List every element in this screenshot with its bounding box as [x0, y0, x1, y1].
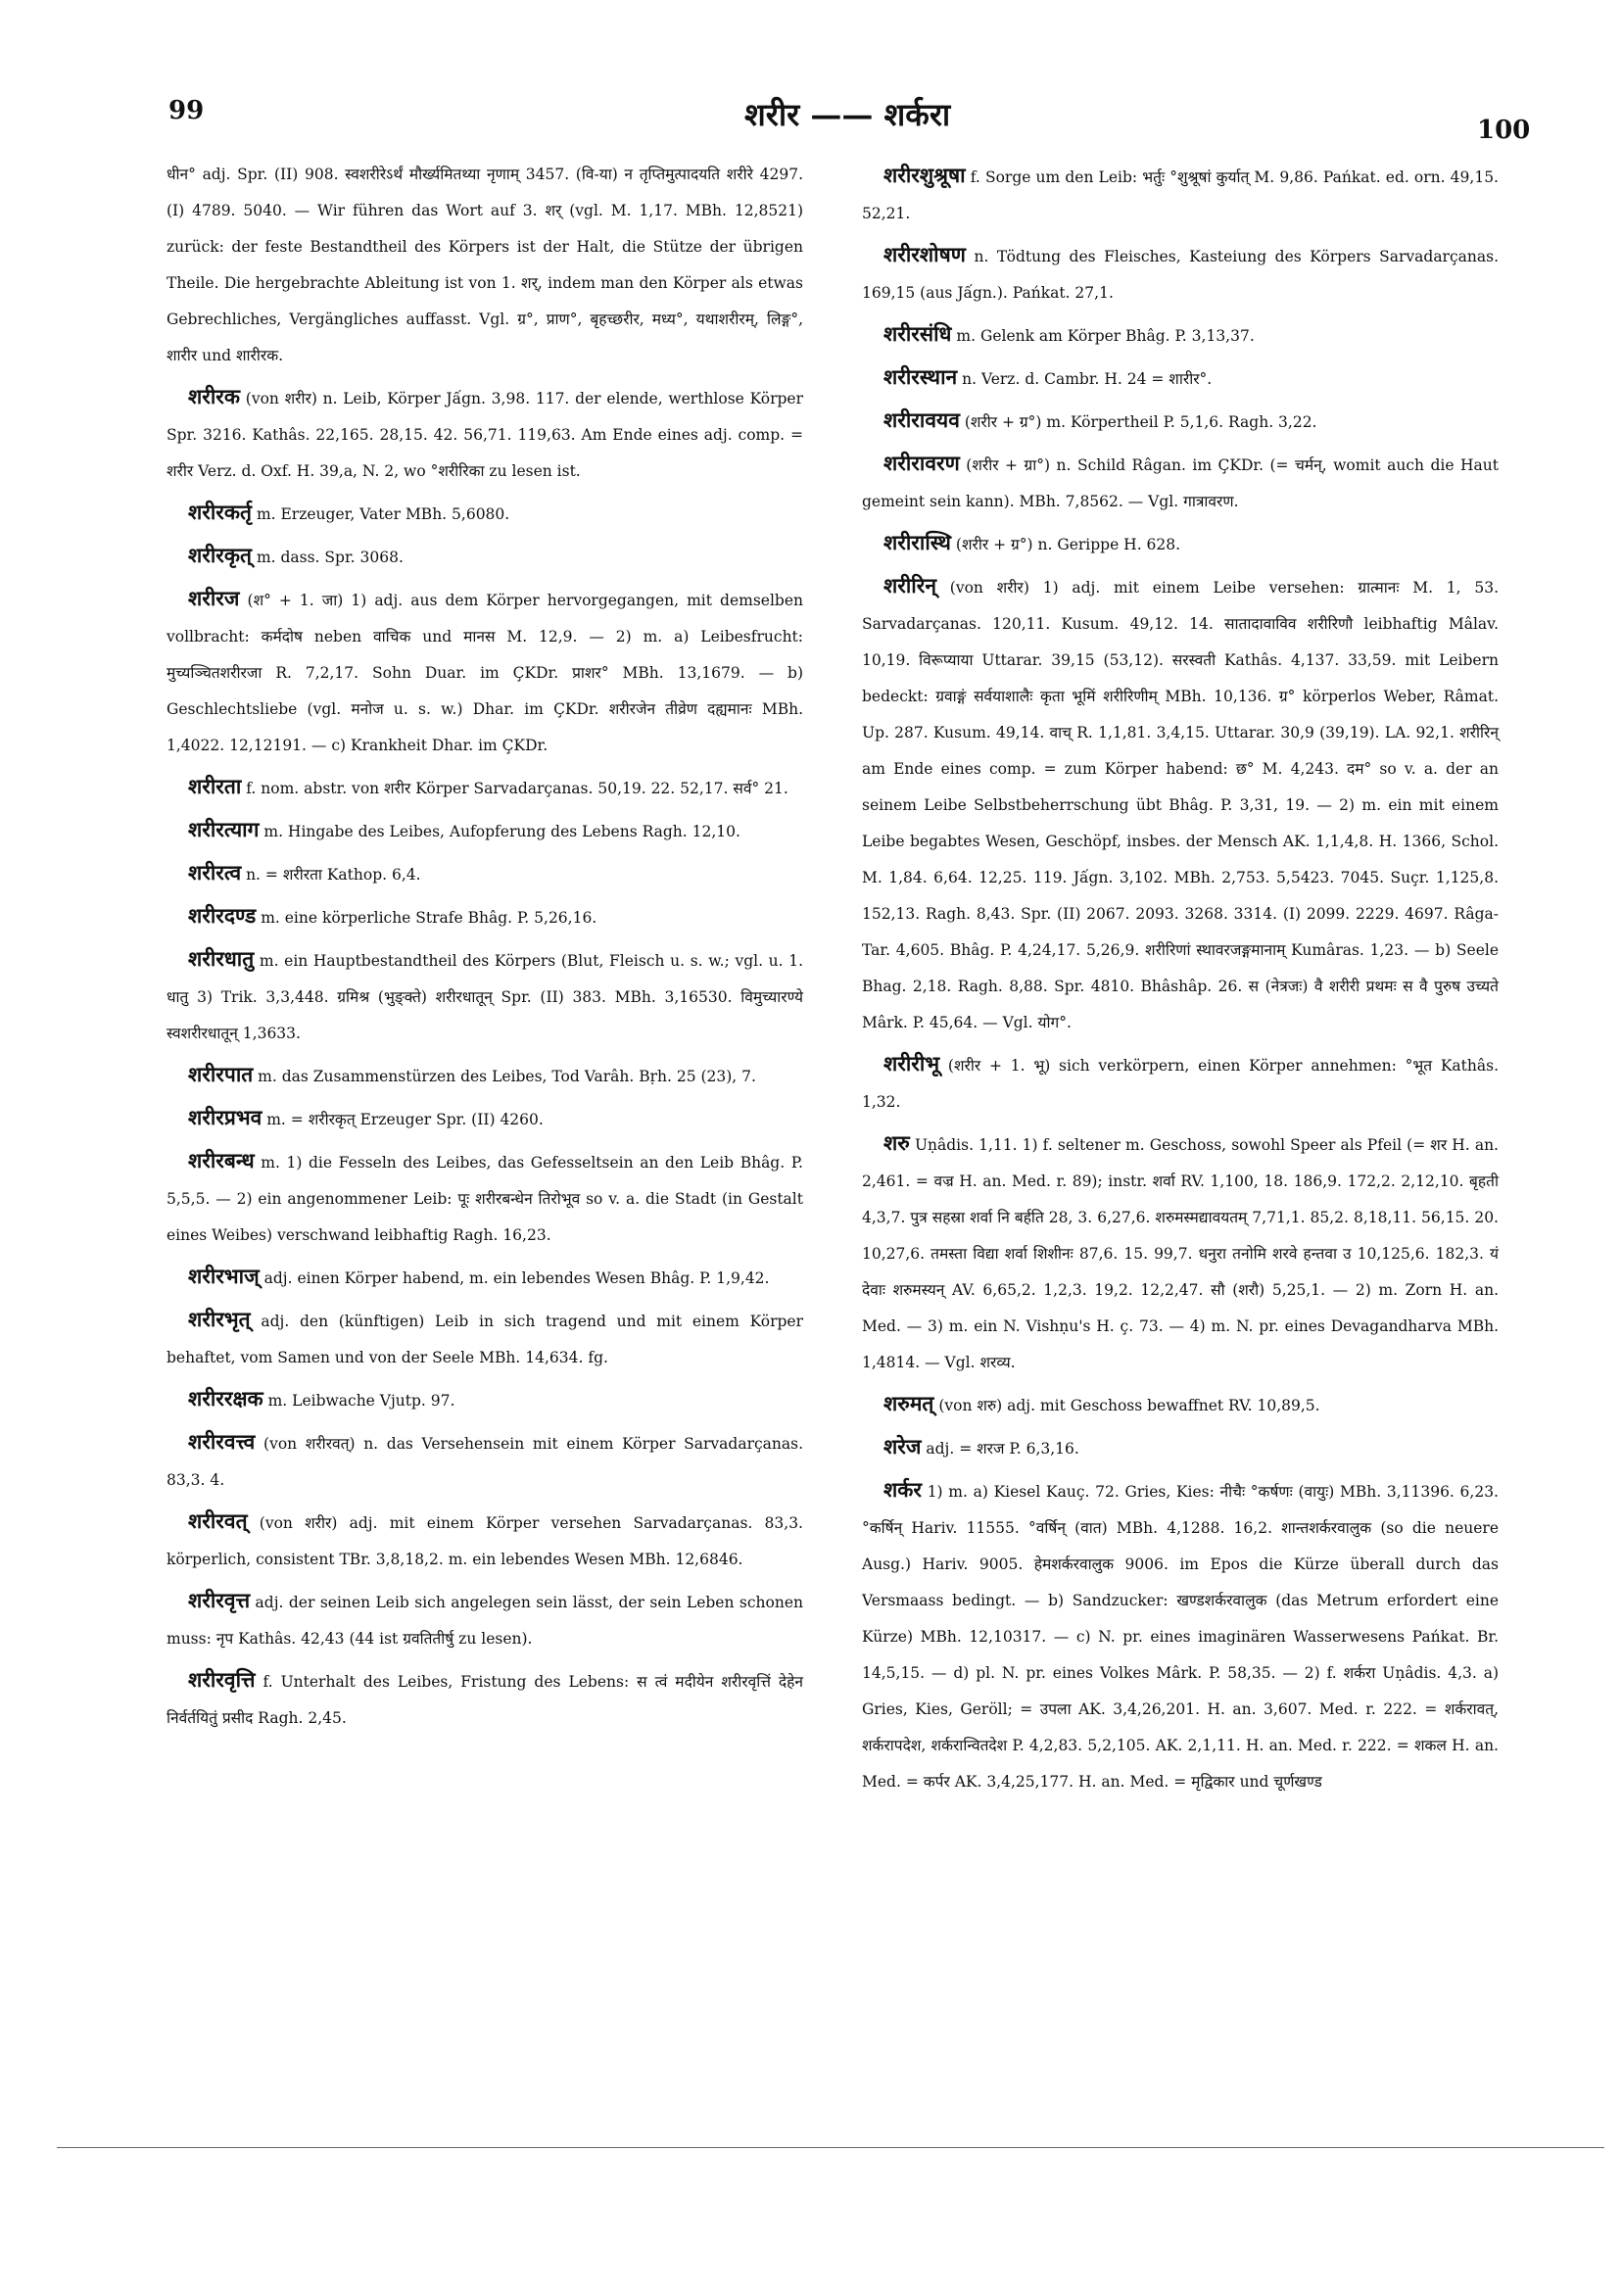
entry-headword: शरीरशुश्रूषा	[883, 163, 966, 187]
entry-text: m. = शरीरकृत् Erzeuger Spr. (II) 4260.	[266, 1111, 544, 1128]
entry-text: m. Hingabe des Leibes, Aufopferung des Lebens Ragh. 12,10.	[263, 823, 740, 840]
dictionary-entry	[167, 580, 803, 764]
entry-text: m. dass. Spr. 3068.	[256, 549, 404, 566]
entry-headword: शरीरकर्तृ	[188, 500, 252, 524]
dictionary-entry	[862, 524, 1499, 563]
dictionary-entry	[167, 897, 803, 936]
right-column	[862, 157, 1499, 1804]
dictionary-entry	[862, 1124, 1499, 1381]
entry-text: (शरीर + ग्र°) m. Körpertheil P. 5,1,6. Ragh. 3,22.	[964, 413, 1317, 431]
dictionary-entry	[862, 1045, 1499, 1121]
entry-text: m. ein Hauptbestandtheil des Körpers (Blut, Fleisch u. s. w.; vgl. u. 1. धातु 3) Trik. 3,3,448. ग्रमिश्र (भुङ्क्ते) शरीरधातून् Spr. (II) 383. MBh. 3,16530. विमुच्यारण्ये स्वशरीरधातून् 1,3633.	[167, 952, 803, 1042]
dictionary-entry	[167, 1423, 803, 1499]
entry-headword: शरीरीभू	[883, 1051, 940, 1076]
entry-text: (शरीर + ग्र°) n. Gerippe H. 628.	[955, 536, 1181, 553]
dictionary-entry	[167, 1582, 803, 1657]
entry-headword: शरीरसंधि	[883, 321, 952, 346]
entry-text: m. Leibwache Vjutp. 97.	[267, 1392, 455, 1410]
entry-headword: शरीरावरण	[883, 451, 960, 475]
entry-text: धीन° adj. Spr. (II) 908. स्वशरीरेऽर्थं मौर्ख्यमितथ्या नृणाम् 3457. (वि-या) न तृप्तिमुत्पादयति शरीरे 4297. (I) 4789. 5040. — Wir führen das Wort auf 3. शर् (vgl. M. 1,17. MBh. 12,8521) zurück: der feste Bestandtheil des Körpers ist der Halt, die Stütze der übrigen Theile. Die hergebrachte Ableitung ist von 1. शर्, indem man den Körper als etwas Gebrechliches, Vergängliches auffasst. Vgl. ग्र°, प्राण°, बृहच्छरीर, मध्य°, यथाशरीरम्, लिङ्ग°, शारीर und शारीरक.	[167, 166, 803, 364]
dictionary-entry	[167, 1258, 803, 1297]
left-column	[167, 157, 803, 1741]
dictionary-entry	[862, 236, 1499, 311]
dictionary-entry	[862, 315, 1499, 355]
dictionary-entry	[862, 157, 1499, 232]
entry-text: n. Verz. d. Cambr. H. 24 = शारीर°.	[962, 370, 1213, 388]
entry-text: adj. = शरज P. 6,3,16.	[926, 1440, 1079, 1458]
entry-headword: शरीरपात	[188, 1062, 254, 1086]
entry-text: 1) m. a) Kiesel Kauç. 72. Gries, Kies: नीचैः °कर्षणः (वायुः) MBh. 3,11396. 6,23. °कर्षिन् Hariv. 11555. °वर्षिन् (वात) MBh. 4,1288. 16,2. शान्तशर्करवालुक (so die neuere Ausg.) Hariv. 9005. हेमशर्करवालुक 9006. im Epos die Kürze überall durch das Versmaass bedingt. — b) Sandzucker: खण्डशर्करवालुक (das Metrum erfordert eine Kürze) MBh. 12,10317. — c) N. pr. eines imaginären Wasserwesens Pańkat. Br. 14,5,15. — d) pl. N. pr. eines Volkes Mârk. P. 58,35. — 2) f. शर्करा Uṇâdis. 4,3. a) Gries, Kies, Geröll; = उपला AK. 3,4,26,201. H. an. 3,607. Med. r. 222. = शर्करावत्, शर्करापदेश, शर्करान्वितदेश P. 4,2,83. 5,2,105. AK. 2,1,11. H. an. Med. r. 222. = शकल H. an. Med. = कर्पर AK. 3,4,25,177. H. an. Med. = मृद्विकार und चूर्णखण्ड	[862, 1483, 1499, 1791]
dictionary-entry	[167, 1301, 803, 1376]
entry-headword: शरीरवत्त्व	[188, 1429, 256, 1454]
entry-text: (von शरीर) 1) adj. mit einem Leibe versehen: ग्रात्मानः M. 1, 53. Sarvadarçanas. 120,11. Kusum. 49,12. 14. सातादावाविव शरीरिणौ leibhaftig Mâlav. 10,19. विरूप्याया Uttarar. 39,15 (53,12). सरस्वती Kathâs. 4,137. 33,59. mit Leibern bedeckt: ग्रवाङ्गं सर्वयाशालैः कृता भूमिं शरीरिणीम् MBh. 10,136. ग्र° körperlos Weber, Râmat. Up. 287. Kusum. 49,14. वाच् R. 1,1,81. 3,4,15. Uttarar. 30,9 (39,19). LA. 92,1. शरीरिन् am Ende eines comp. = zum Körper habend: छ° M. 4,243. दम° so v. a. der an seinem Leibe Selbstbeherrschung übt Bhâg. P. 3,31, 19. — 2) m. ein mit einem Leibe begabtes Wesen, Geschöpf, insbes. der Mensch AK. 1,1,4,8. H. 1366, Schol. M. 1,84. 6,64. 12,25. 119. Jấgn. 3,102. MBh. 2,753. 5,5423. 7045. Suçr. 1,125,8. 152,13. Ragh. 8,43. Spr. (II) 2067. 2093. 3268. 3314. (I) 2099. 2229. 4697. Râga-Tar. 4,605. Bhâg. P. 4,24,17. 5,26,9. शरीरिणां स्थावरजङ्गमानाम् Kumâras. 1,23. — b) Seele Bhag. 2,18. Ragh. 8,88. Spr. 4810. Bhâshâp. 26. स (नेत्रजः) वै शरीरी प्रथमः स वै पुरुष उच्यते Mârk. P. 45,64. — Vgl. योग°.	[862, 579, 1499, 1031]
dictionary-entry	[862, 445, 1499, 520]
entry-text: m. Erzeuger, Vater MBh. 5,6080.	[256, 505, 510, 523]
entry-text: (von शरु) adj. mit Geschoss bewaffnet RV. 10,89,5.	[938, 1397, 1320, 1414]
entry-headword: शरीरभृत्	[188, 1307, 251, 1331]
dictionary-entry	[862, 1428, 1499, 1467]
entry-headword: शरीरत्व	[188, 860, 242, 885]
entry-text: (श° + 1. जा) 1) adj. aus dem Körper hervorgegangen, mit demselben vollbracht: कर्मदोष neben वाचिक und मानस M. 12,9. — 2) m. a) Leibesfrucht: मुच्यञ्चितशरीरजा R. 7,2,17. Sohn Duar. im ÇKDr. प्राशर° MBh. 13,1679. — b) Geschlechtsliebe (vgl. मनोज u. s. w.) Dhar. im ÇKDr. शरीरजेन तीव्रेण दह्यमानः MBh. 1,4022. 12,12191. — c) Krankheit Dhar. im ÇKDr.	[167, 592, 803, 754]
entry-headword: शर्कर	[883, 1477, 922, 1502]
entry-headword: शरीररक्षक	[188, 1386, 263, 1411]
entry-headword: शरीरत्याग	[188, 817, 260, 841]
entry-text: n. Tödtung des Fleisches, Kasteiung des Körpers Sarvadarçanas. 169,15 (aus Jấgn.). Pańkat. 27,1.	[862, 248, 1499, 302]
page-divider	[57, 2147, 1604, 2148]
dictionary-entry	[167, 768, 803, 807]
dictionary-entry	[167, 157, 803, 374]
entry-headword: शरेज	[883, 1434, 922, 1459]
entry-text: f. Unterhalt des Leibes, Fristung des Lebens: स त्वं मदीयेन शरीरवृत्तिं देहेन निर्वर्तयितुं प्रसीद Ragh. 2,45.	[167, 1673, 803, 1727]
entry-text: f. Sorge um den Leib: भर्तुः °शुश्रूषां कुर्यात् M. 9,86. Pańkat. ed. orn. 49,15. 52,21.	[862, 168, 1499, 222]
entry-headword: शरीरवृत्ति	[188, 1667, 256, 1692]
entry-headword: शरीरवत्	[188, 1508, 248, 1533]
dictionary-entry	[167, 854, 803, 893]
entry-text: (von शरीर) n. Leib, Körper Jấgn. 3,98. 117. der elende, werthlose Körper Spr. 3216. Kathâs. 22,165. 28,15. 42. 56,71. 119,63. Am Ende eines adj. comp. = शरीर Verz. d. Oxf. H. 39,a, N. 2, wo °शरीरिका zu lesen ist.	[167, 390, 803, 480]
entry-text: adj. den (künftigen) Leib in sich tragend und mit einem Körper behaftet, vom Samen und von der Seele MBh. 14,634. fg.	[167, 1313, 803, 1366]
entry-text: adj. einen Körper habend, m. ein lebendes Wesen Bhâg. P. 1,9,42.	[263, 1269, 770, 1287]
entry-headword: शरु	[883, 1130, 910, 1155]
entry-text: Uṇâdis. 1,11. 1) f. seltener m. Geschoss, sowohl Speer als Pfeil (= शर H. an. 2,461. = वज्र H. an. Med. r. 89); instr. शर्वा RV. 1,100, 18. 186,9. 172,2. 2,12,10. बृहती 4,3,7. पुत्र सहस्रा शर्वा नि बर्हति 28, 3. 6,27,6. शरुमस्मद्यावयतम् 7,71,1. 85,2. 8,18,11. 56,15. 20. 10,27,6. तमस्ता विद्या शर्वा शिशीनः 87,6. 15. 99,7. धनुरा तनोमि शरवे हन्तवा उ 10,125,6. 182,3. यं देवाः शरुमस्यन् AV. 6,65,2. 1,2,3. 19,2. 12,2,47. सौ (शरौ) 5,25,1. — 2) m. Zorn H. an. Med. — 3) m. ein N. Vishṇu's H. ç. 73. — 4) m. N. pr. eines Devagandharva MBh. 1,4814. — Vgl. शरव्य.	[862, 1136, 1499, 1371]
left-page-number: 99	[168, 96, 205, 125]
entry-text: n. = शरीरता Kathop. 6,4.	[246, 866, 421, 884]
dictionary-entry	[862, 1385, 1499, 1424]
dictionary-entry	[167, 1142, 803, 1254]
right-page-number: 100	[1477, 116, 1531, 145]
entry-headword: शरीरबन्ध	[188, 1148, 255, 1172]
entry-headword: शरीरावयव	[883, 407, 960, 432]
entry-text: (von शरीरवत्) n. das Versehensein mit einem Körper Sarvadarçanas. 83,3. 4.	[167, 1435, 804, 1489]
entry-text: (शरीर + 1. भू) sich verkörpern, einen Körper annehmen: °भूत Kathâs. 1,32.	[862, 1057, 1499, 1111]
entry-text: m. Gelenk am Körper Bhâg. P. 3,13,37.	[956, 327, 1255, 345]
entry-headword: शरीरदण्ड	[188, 903, 257, 928]
entry-headword: शरीरिन्	[883, 573, 936, 598]
entry-headword: शरीरकृत्	[188, 543, 252, 567]
dictionary-entry	[862, 402, 1499, 441]
entry-headword: शरीरवृत्त	[188, 1588, 251, 1612]
dictionary-entry	[167, 940, 803, 1052]
entry-headword: शरीरस्थान	[883, 364, 958, 389]
entry-headword: शरीरप्रभव	[188, 1105, 262, 1129]
entry-headword: शरीरास्थि	[883, 530, 951, 554]
dictionary-entry	[862, 1471, 1499, 1800]
dictionary-entry	[167, 1056, 803, 1095]
entry-text: m. eine körperliche Strafe Bhâg. P. 5,26,16.	[261, 909, 597, 927]
dictionary-entry	[167, 494, 803, 533]
entry-headword: शरीरभाज्	[188, 1264, 260, 1288]
dictionary-entry	[167, 811, 803, 850]
entry-text: (von शरीर) adj. mit einem Körper versehen Sarvadarçanas. 83,3. körperlich, consistent TBr. 3,8,18,2. m. ein lebendes Wesen MBh. 12,6846.	[167, 1514, 803, 1568]
dictionary-entry	[862, 567, 1499, 1041]
entry-headword: शरुमत्	[883, 1391, 934, 1415]
entry-headword: शरीरक	[188, 384, 241, 408]
dictionary-entry	[167, 537, 803, 576]
dictionary-entry	[167, 378, 803, 490]
entry-headword: शरीरधातु	[188, 946, 255, 971]
entry-text: f. nom. abstr. von शरीर Körper Sarvadarçanas. 50,19. 22. 52,17. सर्व° 21.	[246, 780, 788, 797]
entry-text: m. 1) die Fesseln des Leibes, das Gefesseltsein an den Leib Bhâg. P. 5,5,5. — 2) ein angenommener Leib: पूः शरीरबन्धेन तिरोभूव so v. a. die Stadt (in Gestalt eines Weibes) verschwand leibhaftig Ragh. 16,23.	[167, 1154, 803, 1244]
entry-text: (शरीर + ग्रा°) n. Schild Râgan. im ÇKDr. (= चर्मन्, womit auch die Haut gemeint sein kann). MBh. 7,8562. — Vgl. गात्रावरण.	[862, 456, 1499, 510]
dictionary-entry	[167, 1661, 803, 1737]
dictionary-entry	[167, 1503, 803, 1578]
entry-headword: शरीरशोषण	[883, 242, 966, 266]
entry-text: m. das Zusammenstürzen des Leibes, Tod Varâh. Bṛh. 25 (23), 7.	[258, 1068, 756, 1085]
dictionary-entry	[862, 359, 1499, 398]
entry-text: adj. der seinen Leib sich angelegen sein lässt, der sein Leben schonen muss: नृप Kathâs. 42,43 (44 ist ग्रवतितीर्षु zu lesen).	[167, 1594, 803, 1648]
entry-headword: शरीरता	[188, 774, 242, 798]
dictionary-entry	[167, 1099, 803, 1138]
dictionary-entry	[167, 1380, 803, 1419]
running-title: शरीर —— शर्करा	[744, 96, 951, 133]
entry-headword: शरीरज	[188, 586, 240, 610]
